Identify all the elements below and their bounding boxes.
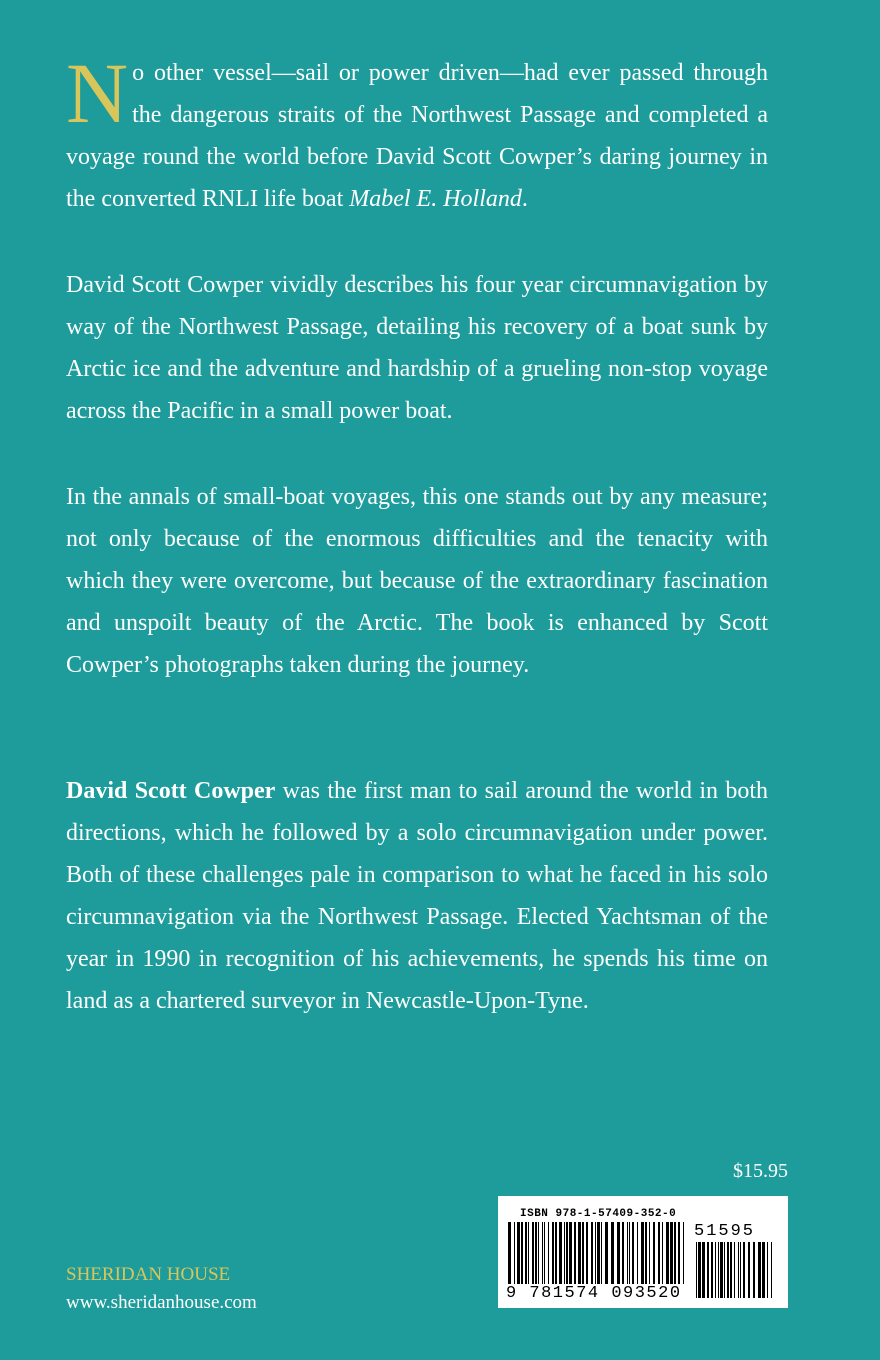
price-code-digits: 51595 xyxy=(694,1222,756,1241)
author-bio-paragraph xyxy=(66,770,768,1022)
isbn-barcode-icon xyxy=(506,1222,686,1284)
drop-cap: N xyxy=(66,45,129,141)
barcode-panel xyxy=(498,1196,788,1308)
author-name: David Scott Cowper xyxy=(66,778,276,804)
price-label: $15.95 xyxy=(733,1160,788,1182)
publisher-website: www.sheridanhouse.com xyxy=(66,1292,257,1313)
boat-name: Mabel E. Holland xyxy=(349,186,522,212)
intro-text-end: . xyxy=(521,186,528,212)
review-paragraph: In the annals of small-boat voyages, this one stands out by any measure; not only because of the enormous difficulties and the tenacity with which they were overcome, but because of the extraordinary fascination and unspoilt beauty of the Arctic. The book is enhanced by Scott Cowper’s photographs taken during the journey. xyxy=(66,484,768,678)
intro-paragraph xyxy=(66,45,768,220)
intro-text: o other vessel—sail or power driven—had ever passed through the dangerous straits of the Northwest Passage and completed a voyage round the world before David Scott Cowper’s daring journey in the converted RNLI life boat xyxy=(66,60,768,212)
isbn-digits: 9 781574 093520 xyxy=(506,1284,682,1303)
author-bio-text: was the first man to sail around the world in both directions, which he followed by a solo circumnavigation under power. Both of these challenges pale in comparison to what he faced in his solo circumnavigation via the Northwest Passage. Elected Yachtsman of the year in 1990 in recognition of his achievements, he spends his time on land as a chartered surveyor in Newcastle-Upon-Tyne. xyxy=(66,778,768,1014)
price-barcode-icon xyxy=(694,1242,776,1298)
description-paragraph: David Scott Cowper vividly describes his four year circumnavigation by way of the Northwest Passage, detailing his recovery of a boat sunk by Arctic ice and the adventure and hardship of a grueling non-stop voyage across the Pacific in a small power boat. xyxy=(66,272,768,424)
isbn-label: ISBN 978-1-57409-352-0 xyxy=(520,1208,677,1220)
publisher-name: SHERIDAN HOUSE xyxy=(66,1264,231,1285)
